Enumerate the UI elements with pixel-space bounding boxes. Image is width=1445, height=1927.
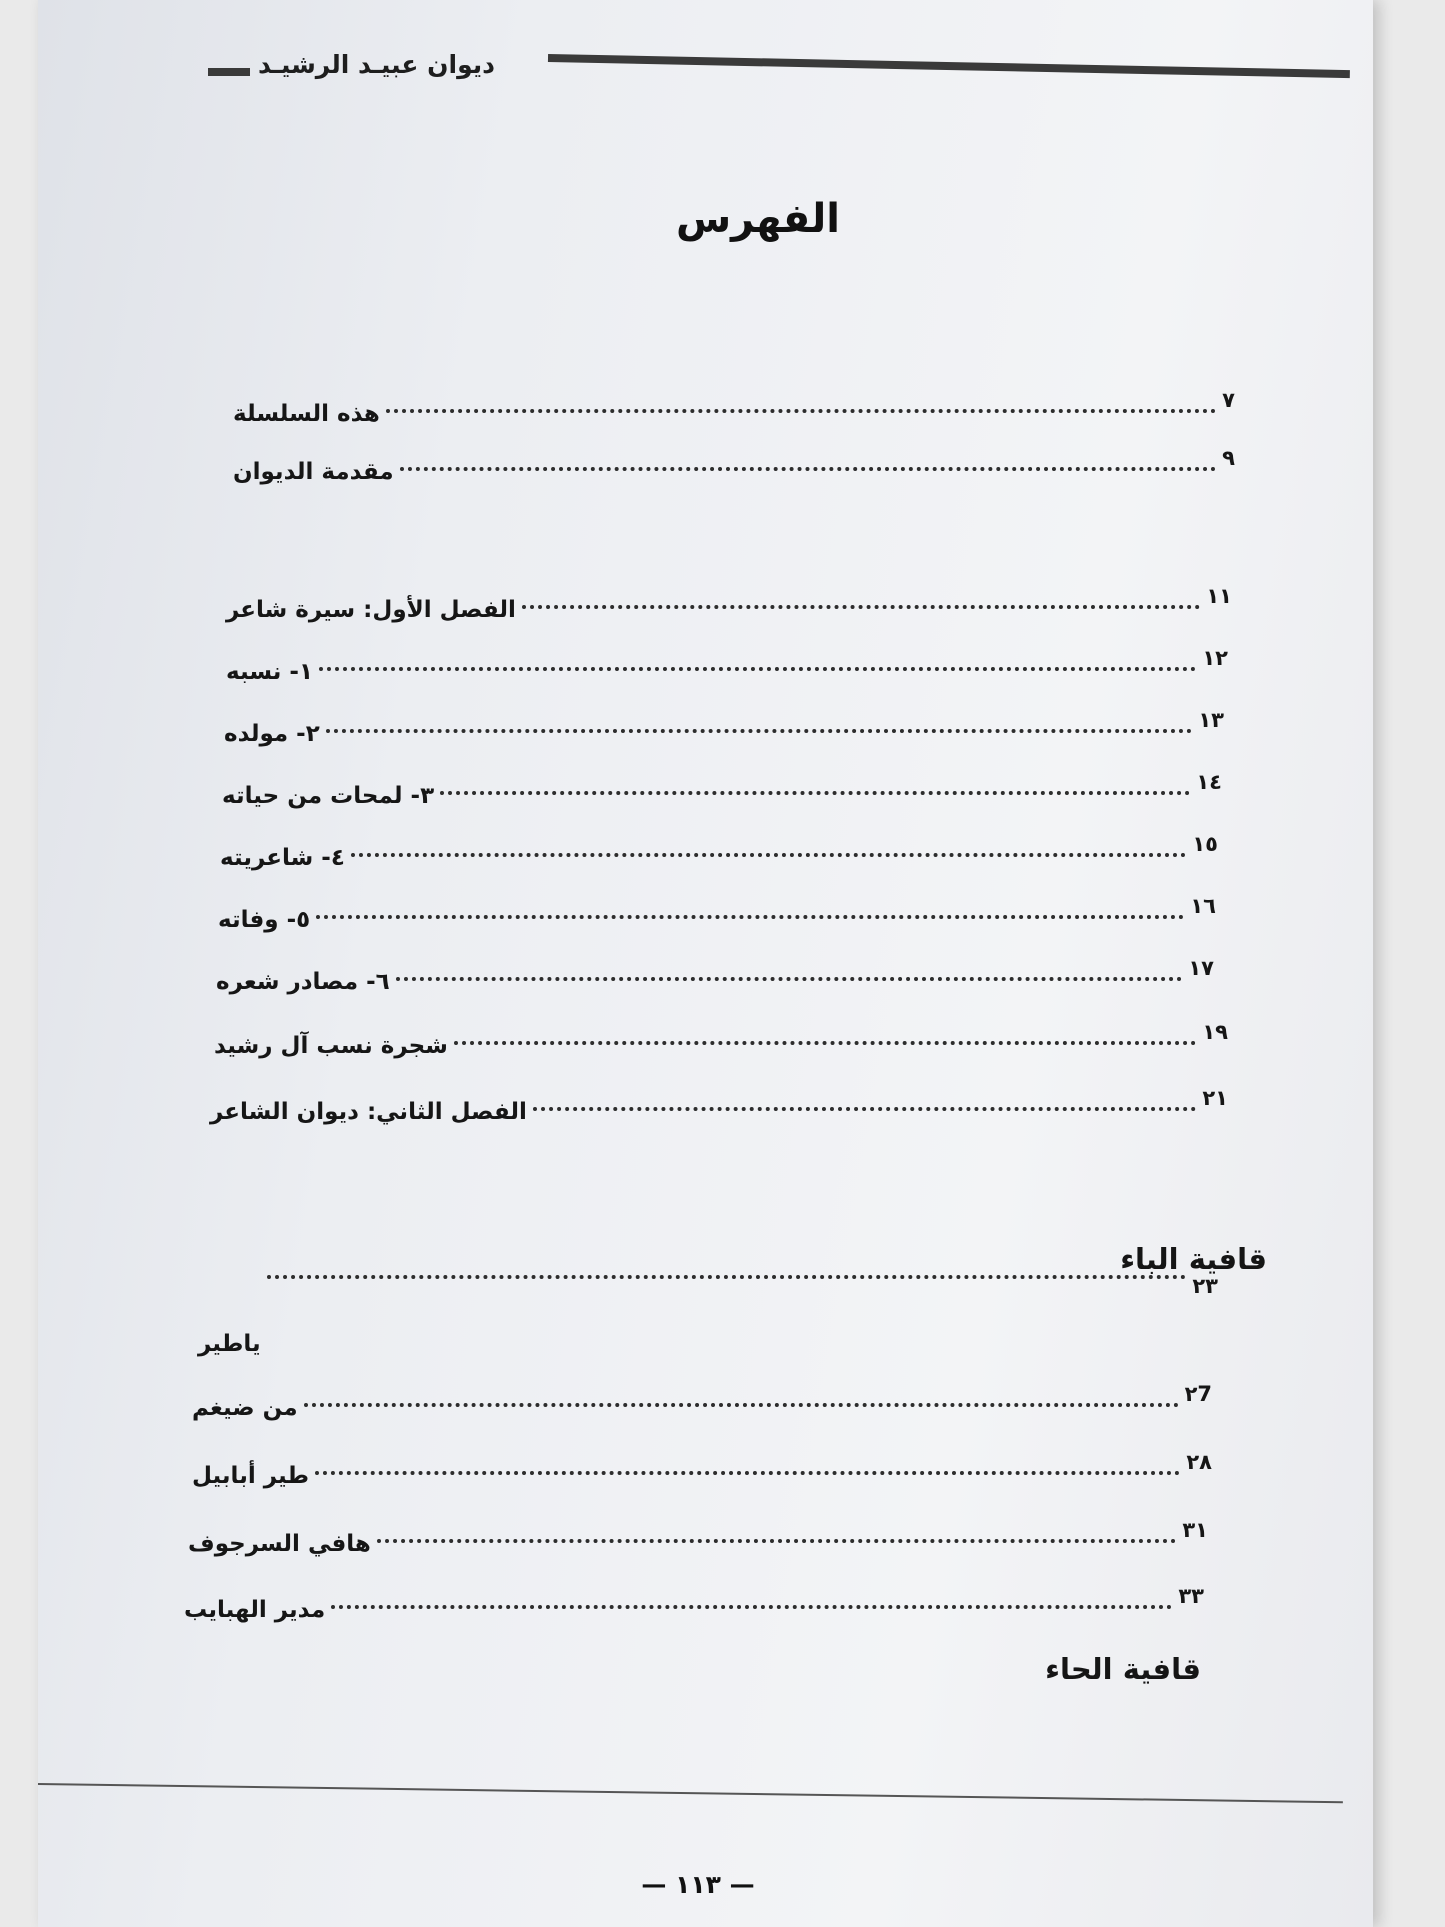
toc-entry-title: ٤- شاعريته (220, 845, 345, 871)
toc-entry (223, 446, 1235, 494)
running-header-title: ديوان عبيـد الرشيـد (258, 50, 495, 79)
toc-entry-title: الفصل الأول: سيرة شاعر (226, 597, 516, 623)
toc-entry (204, 1020, 1228, 1068)
toc-entry (206, 956, 1214, 1004)
section-heading: قافية الحاء (1045, 1652, 1201, 1686)
book-page (38, 0, 1373, 1927)
toc-entry-page: ١٢ (1202, 646, 1228, 670)
toc-entry-title: من ضيغم (192, 1395, 298, 1421)
dot-leader (315, 1471, 1180, 1475)
toc-entry-title: ٦- مصادر شعره (216, 969, 390, 995)
dot-leader (400, 467, 1217, 471)
toc-entry-page: ٧ (1222, 388, 1235, 412)
toc-entry-page: ١٣ (1198, 708, 1224, 732)
dot-leader (386, 409, 1216, 413)
toc-entry-title: مقدمة الديوان (233, 459, 394, 485)
dot-leader (304, 1403, 1179, 1407)
dot-leader (319, 667, 1196, 671)
toc-entry-title: شجرة نسب آل رشيد (214, 1033, 448, 1059)
toc-entry-page: ٢٣ (1192, 1274, 1218, 1298)
toc-entry (212, 770, 1222, 818)
dot-leader (331, 1605, 1172, 1609)
toc-entry-page: ٢١ (1202, 1086, 1228, 1110)
toc-entry (216, 584, 1232, 632)
toc-entry-page: ١٤ (1196, 770, 1222, 794)
toc-entry-title: ٢- مولده (224, 721, 320, 747)
toc-entry (178, 1518, 1208, 1566)
toc-entry-title: ٥- وفاته (218, 907, 311, 933)
toc-entry (182, 1382, 1212, 1430)
toc-entry-page: ١٥ (1192, 832, 1218, 856)
toc-entry (182, 1450, 1212, 1498)
footer-rule (38, 1783, 1343, 1803)
toc-entry-title: هذه السلسلة (233, 401, 380, 427)
toc-entry (174, 1584, 1204, 1632)
dot-leader (351, 853, 1187, 857)
toc-entry-page: ٩ (1222, 446, 1235, 470)
toc-entry (200, 1086, 1228, 1134)
toc-entry (223, 388, 1235, 436)
toc-entry-page: ١٧ (1188, 956, 1214, 980)
toc-entry-page: ٣٣ (1178, 1584, 1204, 1608)
toc-entry-page: ١٩ (1202, 1020, 1228, 1044)
page-number: — ١١٣ — (641, 1870, 755, 1899)
toc-entry-page: ١١ (1206, 584, 1232, 608)
toc-entry-title: الفصل الثاني: ديوان الشاعر (210, 1099, 527, 1125)
toc-entry-title: ١- نسبه (226, 659, 313, 685)
dot-leader (267, 1275, 1187, 1279)
toc-entry-page: ١٦ (1190, 894, 1216, 918)
toc-entry (210, 832, 1218, 880)
toc-entry-title: ياطير (198, 1331, 261, 1357)
toc-entry (208, 894, 1216, 942)
header-rule (548, 54, 1350, 78)
dot-leader (377, 1539, 1176, 1543)
toc-entry-title: ٣- لمحات من حياته (222, 783, 435, 809)
toc-entry (214, 708, 1224, 756)
dot-leader (533, 1107, 1196, 1111)
toc-entry-page: ٢7 (1184, 1382, 1212, 1406)
toc-entry-title: طير أبابيل (192, 1463, 310, 1489)
toc-entry (216, 646, 1228, 694)
header-end-bar (208, 68, 250, 76)
toc-entry-title: هافي السرجوف (188, 1531, 371, 1557)
dot-leader (326, 729, 1193, 733)
toc-entry-title: مدير الهبايب (184, 1597, 326, 1623)
dot-leader (522, 605, 1200, 609)
section-heading: قافية الباء (1120, 1242, 1267, 1276)
dot-leader (454, 1041, 1196, 1045)
running-header (208, 50, 1350, 90)
toc-entry (188, 1258, 1218, 1357)
toc-entry-page: ٣١ (1182, 1518, 1208, 1542)
page-title: الفهرس (675, 196, 840, 242)
dot-leader (316, 915, 1184, 919)
dot-leader (440, 791, 1190, 795)
dot-leader (396, 977, 1183, 981)
toc-entry-page: ٢٨ (1186, 1450, 1212, 1474)
